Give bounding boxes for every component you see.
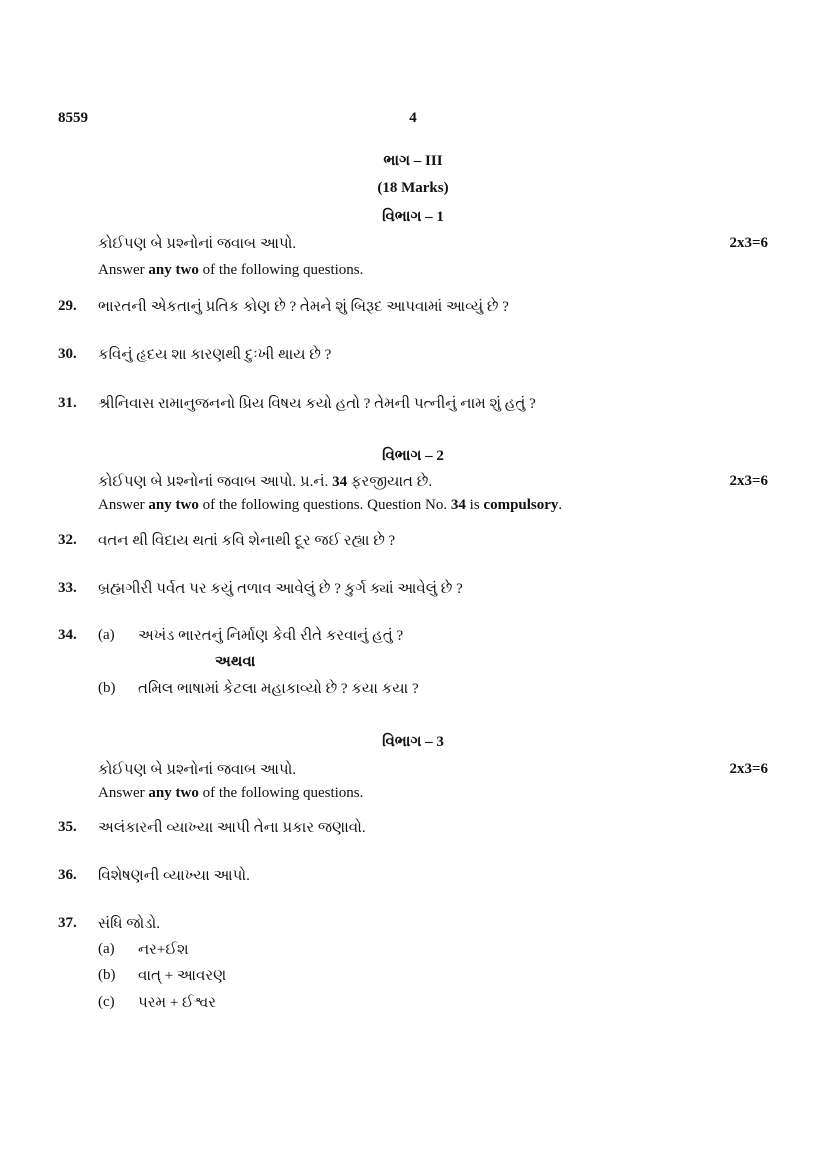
section-1-marks: 2x3=6 — [729, 235, 768, 251]
question-text: કવિનું હૃદય શા કારણથી દુઃખી થાય છે ? — [98, 347, 332, 363]
question-number: 30. — [58, 346, 77, 362]
question-text: અલંકારની વ્યાખ્યા આપી તેના પ્રકાર જણાવો. — [98, 820, 366, 836]
instruction-emphasis: any two — [148, 785, 199, 801]
instruction-text: ફરજીયાત છે. — [347, 474, 433, 490]
question-text: વિશેષણની વ્યાખ્યા આપો. — [98, 868, 250, 884]
section-2-instruction-gu — [98, 473, 432, 491]
sub-question-text: અખંડ ભારતનું નિર્માણ કેવી રીતે કરવાનું હતું ? — [138, 628, 404, 644]
question-number: 31. — [58, 395, 77, 411]
sub-question-label: (b) — [98, 680, 116, 696]
sub-question-label: (a) — [98, 627, 115, 643]
instruction-emphasis: compulsory — [483, 497, 559, 513]
instruction-emphasis: 34 — [450, 497, 466, 513]
instruction-emphasis: 34 — [332, 474, 348, 490]
instruction-text: Answer — [98, 497, 149, 513]
sub-question-text: પરમ + ઈશ્વર — [138, 995, 216, 1011]
section-3-instruction-gu: કોઈપણ બે પ્રશ્નોનાં જવાબ આપો. — [98, 762, 297, 778]
instruction-text: of the following questions. — [198, 785, 364, 801]
question-number: 36. — [58, 867, 77, 883]
sub-question-label: (c) — [98, 994, 115, 1010]
sub-question-text: નર+ઈશ — [138, 942, 189, 958]
question-number: 34. — [58, 627, 77, 643]
part-marks: (18 Marks) — [377, 180, 449, 196]
question-text: સંધિ જોડો. — [98, 916, 160, 932]
section-3-marks: 2x3=6 — [729, 761, 768, 777]
instruction-text: Answer — [98, 262, 149, 278]
sub-question-text: વાત્ + આવરણ — [138, 968, 227, 984]
instruction-text: . — [558, 497, 563, 513]
paper-code: 8559 — [58, 110, 88, 126]
section-1-instruction-gu: કોઈપણ બે પ્રશ્નોનાં જવાબ આપો. — [98, 236, 297, 252]
question-number: 32. — [58, 532, 77, 548]
section-2-instruction-en — [98, 497, 562, 514]
sub-question-text: તમિલ ભાષામાં કેટલા મહાકાવ્યો છે ? કયા કયા ? — [138, 681, 419, 697]
question-number: 33. — [58, 580, 77, 596]
sub-question-label: (b) — [98, 967, 116, 983]
section-3-instruction-en — [98, 785, 363, 802]
sub-question-label: (a) — [98, 941, 115, 957]
section-3-title: વિભાગ – 3 — [382, 734, 444, 750]
section-1-instruction-en — [98, 262, 363, 279]
question-text: વતન થી વિદાય થતાં કવિ શેનાથી દૂર જઈ રહ્યા છે ? — [98, 533, 396, 549]
section-2-marks: 2x3=6 — [729, 473, 768, 489]
part-title: ભાગ – III — [383, 153, 443, 169]
or-label: અથવા — [215, 654, 256, 670]
question-text: ભારતની એકતાનું પ્રતિક કોણ છે ? તેમને શું બિરૂદ આપવામાં આવ્યું છે ? — [98, 299, 509, 315]
question-number: 29. — [58, 298, 77, 314]
section-1-title: વિભાગ – 1 — [382, 209, 444, 225]
page-number: 4 — [409, 110, 417, 126]
instruction-emphasis: any two — [148, 262, 199, 278]
instruction-text: કોઈપણ બે પ્રશ્નોનાં જવાબ આપો. પ્ર.નં. — [98, 474, 333, 490]
instruction-text: Answer — [98, 785, 149, 801]
section-2-title: વિભાગ – 2 — [382, 448, 444, 464]
question-text: બ્રહ્મગીરી પર્વત પર કયું તળાવ આવેલું છે ? કુર્ગ ક્યાં આવેલું છે ? — [98, 581, 463, 597]
instruction-text: is — [465, 497, 484, 513]
question-number: 37. — [58, 915, 77, 931]
instruction-text: of the following questions. Question No. — [198, 497, 451, 513]
instruction-text: of the following questions. — [198, 262, 364, 278]
question-text: શ્રીનિવાસ રામાનુજનનો પ્રિય વિષય કયો હતો ? તેમની પત્નીનું નામ શું હતું ? — [98, 396, 536, 412]
question-number: 35. — [58, 819, 77, 835]
instruction-emphasis: any two — [148, 497, 199, 513]
